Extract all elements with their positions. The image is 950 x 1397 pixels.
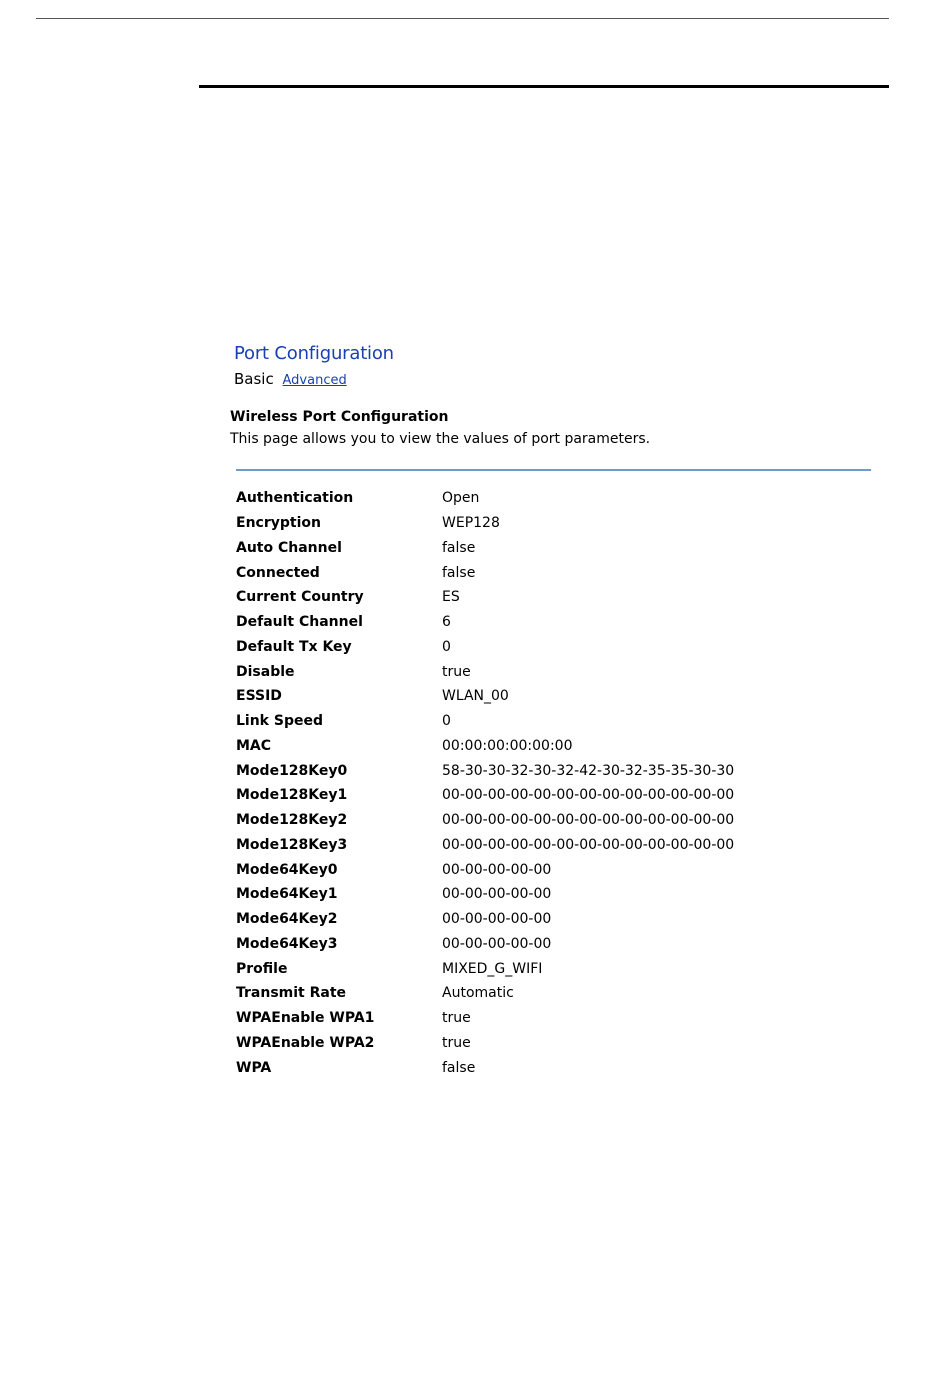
param-value: 00-00-00-00-00 [442,886,552,903]
param-value: true [442,1034,471,1051]
table-row [236,932,856,957]
param-value: false [442,1059,476,1076]
param-label: Authentication [236,490,354,507]
table-row [236,857,856,882]
param-value: ES [442,589,460,606]
param-value: Automatic [442,985,514,1002]
param-label: WPAEnable WPA2 [236,1034,375,1051]
param-label: Auto Channel [236,539,342,556]
page-description: This page allows you to view the values of port parameters. [230,431,651,447]
param-value: 0 [442,638,451,655]
content-divider [236,469,871,471]
param-label: Encryption [236,515,321,532]
param-label: WPAEnable WPA1 [236,1010,375,1027]
param-value: WEP128 [442,515,500,532]
table-row [236,956,856,981]
table-row [236,783,856,808]
param-label: Default Tx Key [236,638,352,655]
table-row [236,734,856,759]
table-row [236,1006,856,1031]
table-row [236,684,856,709]
subnav-basic-label: Basic [234,370,274,388]
section-heading: Wireless Port Configuration [230,409,449,425]
param-value: 00:00:00:00:00:00 [442,737,573,754]
param-label: Mode128Key1 [236,787,348,804]
param-label: Transmit Rate [236,985,347,1002]
param-label: Connected [236,564,320,581]
param-label: Mode64Key2 [236,911,338,928]
param-value: 0 [442,713,451,730]
param-label: MAC [236,737,272,754]
param-value: 58-30-30-32-30-32-42-30-32-35-35-30-30 [442,762,735,779]
param-value: 00-00-00-00-00-00-00-00-00-00-00-00-00 [442,787,735,804]
table-row [236,882,856,907]
table-row [236,536,856,561]
table-row [236,659,856,684]
table-row [236,1055,856,1080]
table-row [236,709,856,734]
param-label: Profile [236,960,288,977]
param-label: Mode64Key1 [236,886,338,903]
param-value: Open [442,490,480,507]
param-label: Default Channel [236,614,363,631]
param-value: 00-00-00-00-00 [442,861,552,878]
param-label: Mode128Key2 [236,812,348,829]
param-label: Current Country [236,589,364,606]
table-row [236,635,856,660]
param-label: WPA [236,1059,272,1076]
param-value: false [442,539,476,556]
param-label: Mode128Key3 [236,836,348,853]
table-row [236,758,856,783]
param-label: Link Speed [236,713,323,730]
subnav [234,370,347,388]
param-value: 00-00-00-00-00-00-00-00-00-00-00-00-00 [442,812,735,829]
param-value: WLAN_00 [442,688,509,705]
param-value: true [442,663,471,680]
param-label: Disable [236,663,295,680]
table-row [236,808,856,833]
table-row [236,511,856,536]
table-row [236,1031,856,1056]
table-row [236,981,856,1006]
subnav-advanced-link[interactable]: Advanced [282,373,347,388]
param-value: 6 [442,614,451,631]
page-top-divider [36,18,889,19]
param-value: 00-00-00-00-00 [442,935,552,952]
param-value: 00-00-00-00-00-00-00-00-00-00-00-00-00 [442,836,735,853]
param-label: Mode64Key3 [236,935,338,952]
table-row [236,907,856,932]
page-title: Port Configuration [234,343,394,364]
param-value: 00-00-00-00-00 [442,911,552,928]
param-value: true [442,1010,471,1027]
table-row [236,833,856,858]
table-row [236,560,856,585]
param-value: false [442,564,476,581]
table-row [236,610,856,635]
param-label: Mode128Key0 [236,762,348,779]
table-row [236,486,856,511]
section-divider [199,85,889,88]
param-label: Mode64Key0 [236,861,338,878]
param-value: MIXED_G_WIFI [442,960,543,977]
param-label: ESSID [236,688,282,705]
parameters-table [236,486,856,1080]
table-row [236,585,856,610]
